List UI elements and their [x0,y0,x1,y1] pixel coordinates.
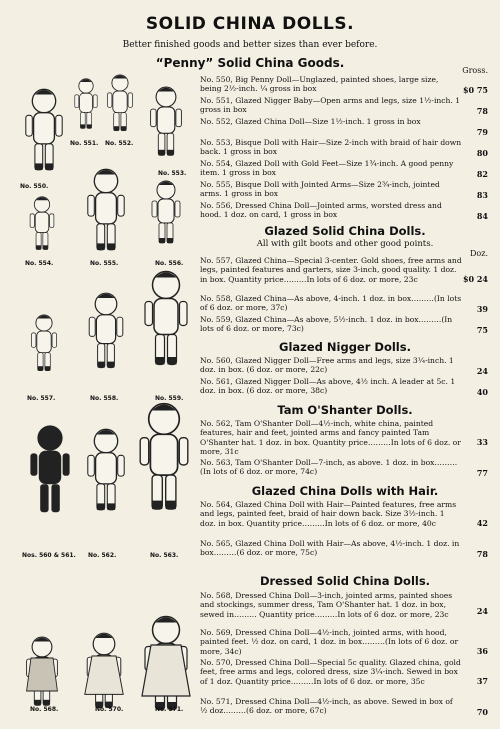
doll-562 [88,429,124,510]
catalog-entry: No. 565, Glazed China Doll with Hair—As above, 4½-inch. 1 doz. in box………(6 doz. or more, 75c) [200,539,460,558]
section-title-glazed-hair: Glazed China Dolls with Hair. [251,484,439,498]
doll-556 [152,181,180,243]
figure-label: No. 570. [95,706,124,713]
figure-label: No. 571. [155,706,184,713]
figure-label: No. 557. [27,395,56,402]
catalog-entry: No. 564, Glazed China Doll with Hair—Painted features, free arms and legs, painted feet, braid of hair down back. Size 3½-inch. 1 doz. in box. Quantity price………In lots of 6 doz. or more, 40c [200,500,457,528]
figure-label: Nos. 560 & 561. [22,552,76,559]
doll-560 [30,425,69,512]
doll-550 [26,89,62,170]
figure-label: No. 556. [155,260,184,267]
doll-571 [142,617,190,710]
figure-label: No. 558. [90,395,119,402]
catalog-entry: No. 552, Glazed China Doll—Size 1½-inch. 1 gross in box [200,117,421,126]
section-title-dressed: Dressed Solid China Dolls. [259,574,431,588]
figure-label: No. 552. [105,140,134,147]
doll-551 [75,79,97,129]
catalog-entry: No. 556, Dressed China Doll—Jointed arms, worsted dress and hood. 1 doz. on card, 1 gross in box [200,201,442,220]
entry-price: 78 [476,106,488,116]
section-title-tam: Tam O'Shanter Dolls. [277,403,413,417]
doll-568 [27,637,58,705]
entry-price: 39 [476,304,488,314]
entry-price: $0 24 [462,274,488,284]
doll-563 [140,404,188,509]
entry-price: 75 [476,325,488,335]
figure-label: No. 551. [70,140,99,147]
entry-price: 33 [476,437,488,447]
doll-570 [85,633,123,707]
figure-label: No. 563. [150,552,179,559]
catalog-entry: No. 570, Dressed China Doll—Special 5c quality. Glazed china, gold feet, free arms and legs, colored dress, size 3¼-inch. Sewed in box of 1 doz. Quantity price………In lots of 6 doz. or more, 35c [200,658,461,686]
catalog-entry: No. 551, Glazed Nigger Baby—Open arms and legs, size 1½-inch. 1 gross in box [200,96,461,115]
doll-553 [151,87,182,155]
figure-label: No. 554. [25,260,54,267]
entry-price: 42 [476,518,488,528]
entry-price: 70 [476,707,488,717]
figure-label: No. 550. [20,183,49,190]
catalog-entry: No. 557, Glazed China—Special 3-center. Gold shoes, free arms and legs, painted features and garters, size 3-inch, good quality. 1 doz. in box. Quantity price………In lots of 6 doz. or more, 23c [200,256,462,284]
doll-558 [89,293,123,367]
catalog-entry: No. 571, Dressed China Doll—4½-inch, as above. Sewed in box of ½ doz………(6 doz. or more, 67c) [200,697,453,716]
entry-price: 79 [476,127,488,137]
page-subtitle: Better finished goods and better sizes than ever before. [122,40,378,50]
catalog-entry: No. 563, Tam O'Shanter Doll—7-inch, as above. 1 doz. in box………(In lots of 6 doz. or more, 74c) [200,458,458,477]
catalog-entry: No. 568, Dressed China Doll—3-inch, jointed arms, painted shoes and stockings, summer dress, Tam O'Shanter hat. 1 doz. in box, sewed in……… Quantity price………In lots of 6 doz. or more, 23c [200,591,453,619]
figure-label: No. 553. [158,170,187,177]
figure-label: No. 559. [155,395,184,402]
section-title-glazed-nigger: Glazed Nigger Dolls. [279,340,411,354]
catalog-entry: No. 553, Bisque Doll with Hair—Size 2-inch with braid of hair down back. 1 gross in box [200,138,462,157]
catalog-entry: No. 569, Dressed China Doll—4½-inch, jointed arms, with hood, painted feet. ½ doz. on card, 1 doz. in box………(In lots of 6 doz. or more, 34c) [200,628,459,656]
catalog-entry: No. 558, Glazed China—As above, 4-inch. 1 doz. in box………(In lots of 6 doz. or more, 37c) [200,294,462,313]
section-title-glazed-solid: Glazed Solid China Dolls. [264,224,426,238]
figure-label: No. 555. [90,260,119,267]
entry-price: 80 [476,148,488,158]
doll-554 [30,197,54,250]
entry-price: 24 [476,366,488,376]
doll-552 [107,75,132,131]
entry-price: 40 [476,387,488,397]
catalog-entry: No. 560, Glazed Nigger Doll—Free arms and legs, size 3¼-inch. 1 doz. in box. (6 doz. or more, 22c) [200,356,454,375]
catalog-entry: No. 550, Big Penny Doll—Unglazed, painted shoes, large size, being 2½-inch. ¼ gross in box [200,75,439,94]
doll-559 [145,272,187,365]
doll-555 [88,169,124,250]
catalog-entry: No. 555, Bisque Doll with Jointed Arms—Size 2¾-inch, jointed arms. 1 gross in box [200,180,440,199]
section-subtitle-glazed-solid: All with gilt boots and other good points. [256,239,434,249]
catalog-entry: No. 561, Glazed Nigger Doll—As above, 4½ inch. A leader at 5c. 1 doz. in box. (6 doz. or more, 38c) [200,377,456,396]
entry-price: 36 [476,646,488,656]
catalog-entry: No. 562, Tam O'Shanter Doll—4½-inch, white china, painted features, hair and feet, jointed arms and fancy painted Tam O'Shanter hat. 1 doz. in box. Quantity price………In lots of 6 doz. or more, 31c [200,419,461,456]
entry-price: 84 [476,211,488,221]
figure-label: No. 562. [88,552,117,559]
page-title: SOLID CHINA DOLLS. [145,14,355,34]
entry-price: 37 [476,676,488,686]
entry-price: 24 [476,606,488,616]
section-title-penny: “Penny” Solid China Goods. [155,56,345,70]
figure-label: No. 568. [30,706,59,713]
doll-557 [31,315,56,371]
entry-price: 83 [476,190,488,200]
entry-price: 82 [476,169,488,179]
entry-price: $0 75 [462,85,488,95]
column-head-doz: Doz. [470,249,488,258]
entry-price: 78 [476,549,488,559]
catalog-entry: No. 554, Glazed Doll with Gold Feet—Size 1¾-inch. A good penny item. 1 gross in box [200,159,454,178]
entry-price: 77 [476,468,488,478]
column-head-gross: Gross. [462,66,488,75]
catalog-entry: No. 559, Glazed China—As above, 5½-inch. 1 doz. in box………(In lots of 6 doz. or more, 73c) [200,315,453,334]
